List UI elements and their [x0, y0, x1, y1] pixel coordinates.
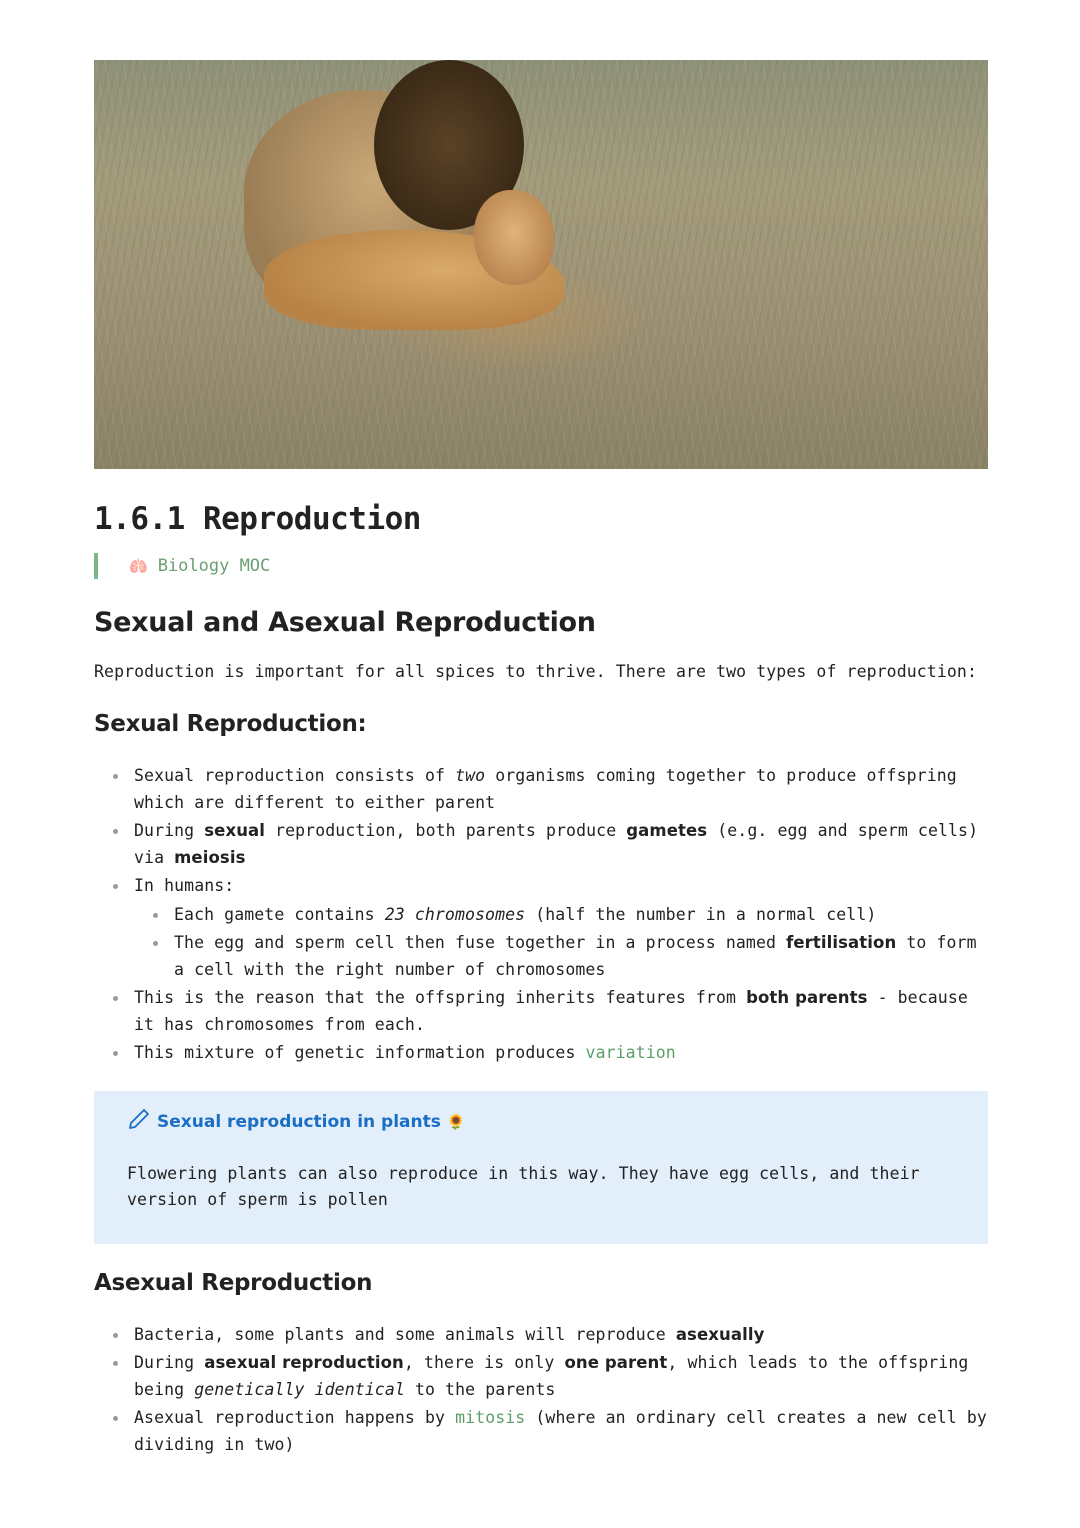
list-item: Sexual reproduction consists of two organisms coming together to produce offspring which are different to either parent [94, 763, 988, 816]
biology-moc-link[interactable]: Biology MOC [157, 556, 271, 576]
list-item: During sexual reproduction, both parents produce gametes (e.g. egg and sperm cells) via meiosis [94, 818, 988, 871]
list-item: Each gamete contains 23 chromosomes (half the number in a normal cell) [134, 902, 988, 929]
sexual-heading: Sexual Reproduction: [94, 711, 367, 737]
list-item: Asexual reproduction happens by mitosis (where an ordinary cell creates a new cell by dividing in two) [94, 1405, 988, 1458]
lioness-head-shape [474, 190, 554, 285]
asexual-heading: Asexual Reproduction [94, 1269, 373, 1296]
moc-link-callout [94, 553, 988, 579]
mitosis-link[interactable]: mitosis [455, 1408, 526, 1427]
sunflower-icon: 🌻 [446, 1112, 466, 1131]
list-item: During asexual reproduction, there is only one parent, which leads to the offspring being genetically identical to the parents [94, 1350, 988, 1403]
page-title: 1.6.1 Reproduction [94, 501, 421, 537]
variation-link[interactable]: variation [585, 1043, 676, 1062]
callout-title: Sexual reproduction in plants 🌻 [127, 1107, 955, 1137]
list-item: This is the reason that the offspring inherits features from both parents - because it has chromosomes from each. [94, 985, 988, 1038]
humans-sublist [134, 902, 988, 984]
list-item: The egg and sperm cell then fuse together in a process named fertilisation to form a cell with the right number of chromosomes [134, 930, 988, 983]
asexual-list [94, 1322, 988, 1459]
pencil-icon [127, 1107, 151, 1137]
intro-paragraph: Reproduction is important for all spices to thrive. There are two types of reproduction: [94, 662, 977, 681]
callout-body: Flowering plants can also reproduce in this way. They have egg cells, and their version of sperm is pollen [127, 1163, 920, 1209]
section-title: Sexual and Asexual Reproduction [94, 607, 596, 638]
note-page [94, 60, 988, 1460]
list-item: This mixture of genetic information produces variation [94, 1040, 988, 1067]
list-item: Bacteria, some plants and some animals will reproduce asexually [94, 1322, 988, 1349]
plants-callout [94, 1091, 988, 1244]
hero-image [94, 60, 988, 469]
list-item: In humans: Each gamete contains 23 chromosomes (half the number in a normal cell) The egg and sperm cell then fuse together in a process named fertilisation to form a cell with the right number of chromosomes [94, 873, 988, 983]
lungs-icon: 🫁 [129, 557, 148, 575]
sexual-list [94, 763, 988, 1067]
